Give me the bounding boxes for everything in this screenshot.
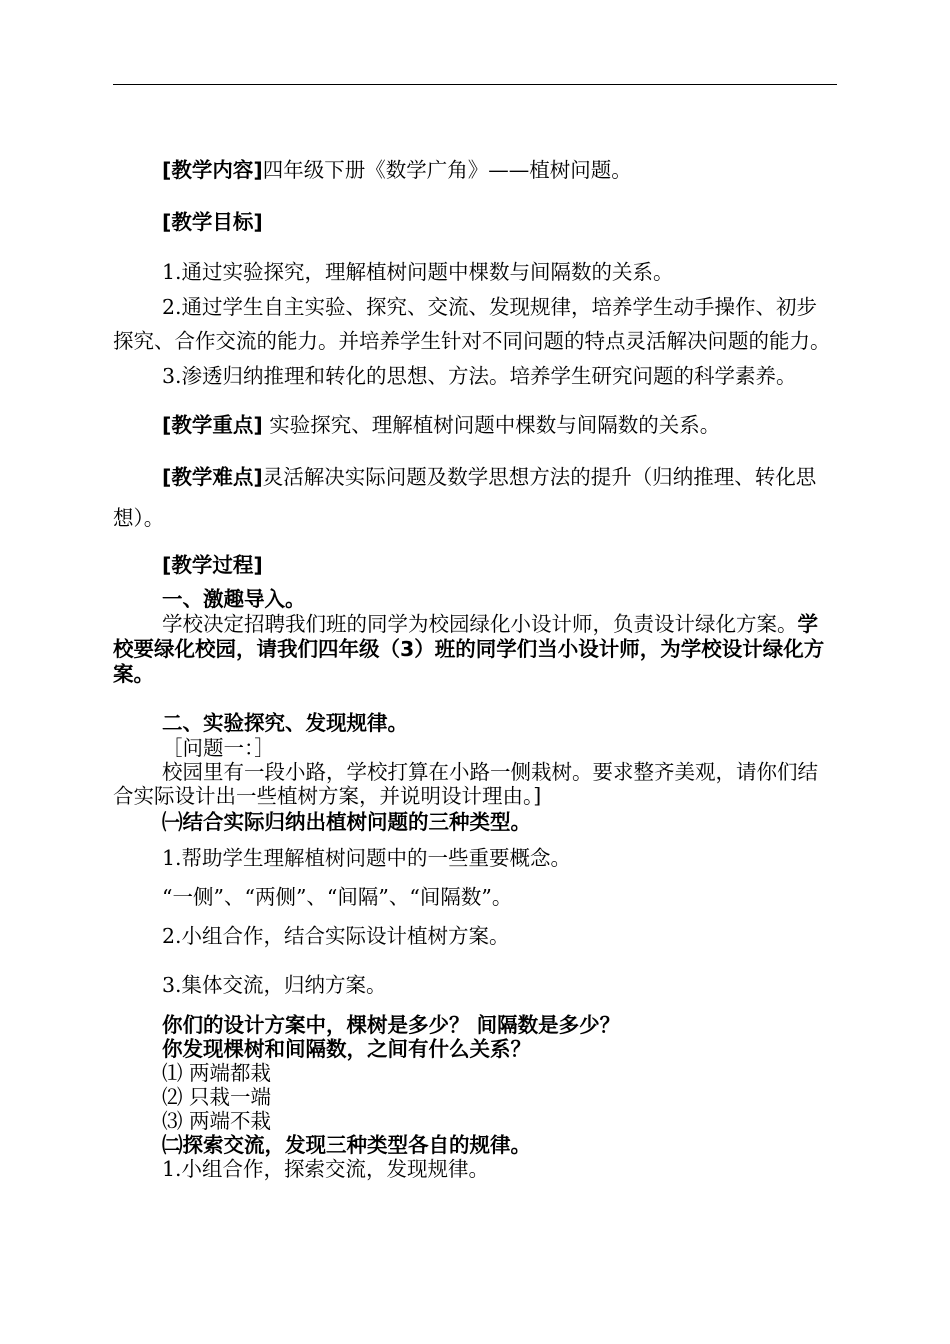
question-b: 你发现棵树和间隔数，之间有什么关系？ (162, 1037, 531, 1061)
part1-intro-text: 学校决定招聘我们班的同学为校园绿化小设计师，负责设计绿化方案。 (162, 612, 798, 636)
goal-2: 2.通过学生自主实验、探究、交流、发现规律，培养学生动手操作、初步探究、合作交流的能力。并培养学生针对不同问题的特点灵活解决问题的能力。 (113, 294, 831, 353)
goal-3: 3.渗透归纳推理和转化的思想、方法。培养学生研究问题的科学素养。 (162, 363, 797, 388)
step-1: 1.帮助学生理解植树问题中的一些重要概念。 (162, 846, 572, 870)
teaching-content-text: 四年级下册《数学广角》——植树问题。 (262, 158, 632, 182)
part2-heading: 二、实验探究、发现规律。 (162, 711, 408, 735)
question1-label: ［问题一：］ (162, 736, 275, 760)
difficulty-label: [教学难点] (162, 465, 263, 489)
part1-bold-text: 学校要绿化校园，请我们四年级（3）班的同学们当小设计师，为学校设计绿化方案。 (113, 612, 825, 686)
key-point-text: 实验探究、理解植树问题中棵数与间隔数的关系。 (262, 413, 721, 437)
teaching-content-paragraph (113, 152, 837, 188)
part1-paragraph (113, 612, 837, 687)
part1-heading: 一、激趣导入。 (162, 587, 306, 611)
type-2: ⑵ 只栽一端 (162, 1085, 272, 1109)
header-rule (113, 84, 837, 85)
difficulty-text: 灵活解决实际问题及数学思想方法的提升（归纳推理、转化思想）。 (113, 465, 817, 530)
goal-1: 1.通过实验探究，理解植树问题中棵数与间隔数的关系。 (162, 260, 674, 284)
step-2: 2.小组合作，结合实际设计植树方案。 (162, 924, 510, 948)
type-3: ⑶ 两端不栽 (162, 1109, 272, 1133)
subsection2-heading: ㈡探索交流，发现三种类型各自的规律。 (162, 1133, 531, 1157)
type-1: ⑴ 两端都栽 (162, 1061, 272, 1085)
question1-text: 校园里有一段小路，学校打算在小路一侧栽树。要求整齐美观，请你们结合实际设计出一些植树方案，并说明设计理由。] (113, 760, 818, 808)
key-point-paragraph (113, 407, 837, 443)
teaching-content-label: [教学内容] (162, 158, 263, 182)
concepts-line: “一侧”、“两侧”、“间隔”、“间隔数”。 (162, 885, 513, 909)
subsection1-heading: ㈠结合实际归纳出植树问题的三种类型。 (162, 810, 531, 834)
question-a: 你们的设计方案中，棵树是多少？ 间隔数是多少？ (162, 1013, 621, 1037)
key-point-label: [教学重点] (162, 413, 263, 437)
step-4: 1.小组合作，探索交流，发现规律。 (162, 1157, 490, 1181)
lesson-plan-document (113, 152, 837, 1181)
step-3: 3.集体交流，归纳方案。 (162, 973, 387, 997)
difficulty-paragraph (113, 457, 837, 539)
teaching-goals-label: [教学目标] (162, 210, 263, 234)
teaching-process-label: [教学过程] (162, 553, 263, 577)
